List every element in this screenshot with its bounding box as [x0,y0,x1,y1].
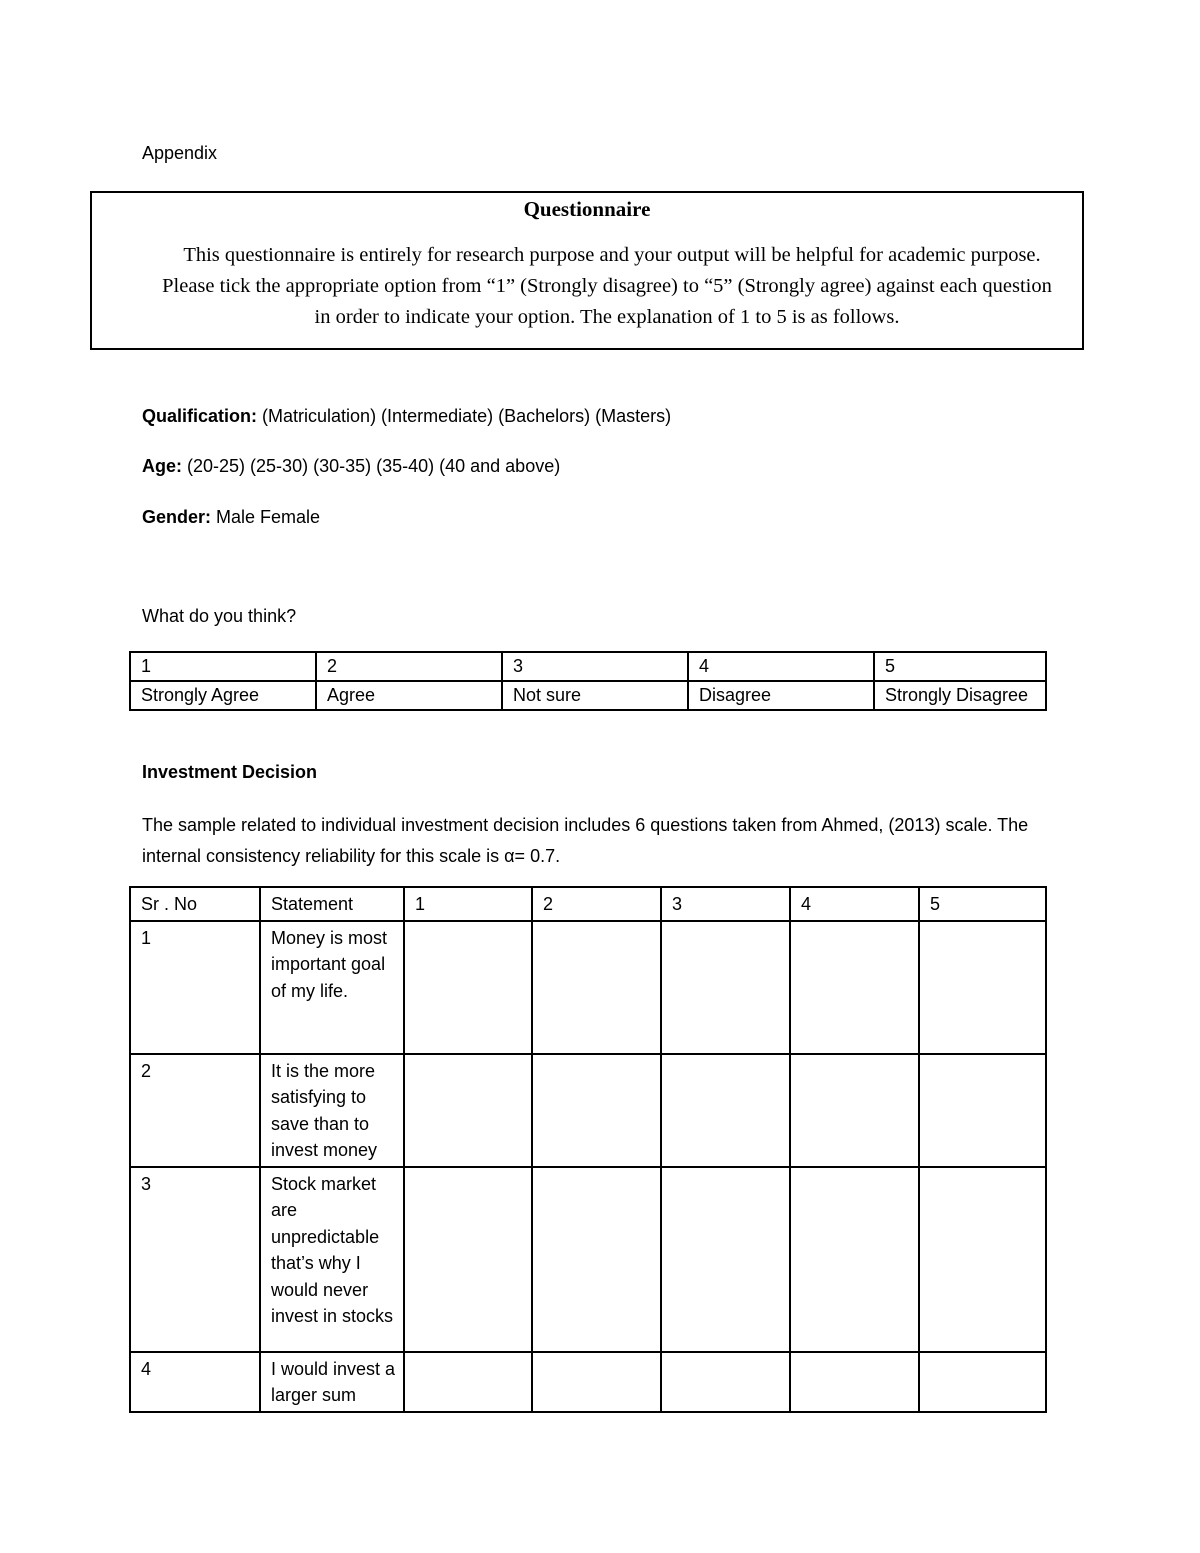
scale-number: 5 [874,652,1046,681]
scale-number: 3 [502,652,688,681]
answer-cell[interactable] [661,1054,790,1167]
gender-label: Gender: [142,507,212,527]
answer-cell[interactable] [919,921,1046,1054]
items-header-row [130,887,1046,921]
section-title: Investment Decision [142,762,318,782]
scale-number-row [130,652,1046,681]
answer-cell[interactable] [404,1352,532,1412]
answer-cell[interactable] [790,921,919,1054]
header-option-3: 3 [661,887,790,921]
answer-cell[interactable] [404,921,532,1054]
table-row [130,1054,1046,1167]
table-row [130,1352,1046,1412]
answer-cell[interactable] [919,1352,1046,1412]
scale-number: 2 [316,652,502,681]
header-option-4: 4 [790,887,919,921]
answer-cell[interactable] [532,1167,661,1352]
age-field [142,456,560,477]
scale-number: 4 [688,652,874,681]
answer-cell[interactable] [532,921,661,1054]
scale-label: Not sure [502,681,688,710]
questionnaire-box [90,191,1084,350]
scale-label: Agree [316,681,502,710]
scale-label-row [130,681,1046,710]
age-options: (20-25) (25-30) (30-35) (35-40) (40 and above) [187,456,561,476]
answer-cell[interactable] [532,1054,661,1167]
scale-label: Strongly Disagree [874,681,1046,710]
header-statement: Statement [260,887,404,921]
row-statement: Money is most important goal of my life. [260,921,404,1054]
scale-table [129,651,1047,711]
section-description: The sample related to individual investment decision includes 6 questions taken from Ahmed, (2013) scale. The internal consistency reliability for this scale is α= 0.7. [142,815,1029,866]
answer-cell[interactable] [661,921,790,1054]
row-number: 2 [130,1054,260,1167]
answer-cell[interactable] [790,1054,919,1167]
qualification-field [142,406,671,427]
age-label: Age: [142,456,182,476]
answer-cell[interactable] [790,1167,919,1352]
row-number: 4 [130,1352,260,1412]
questionnaire-title: Questionnaire [523,197,651,221]
answer-cell[interactable] [919,1167,1046,1352]
items-table [129,886,1047,1413]
qualification-label: Qualification: [142,406,258,426]
header-option-1: 1 [404,887,532,921]
scale-number: 1 [130,652,316,681]
questionnaire-intro: This questionnaire is entirely for research purpose and your output will be helpful for academic purpose. Please tick the appropriate option from “1” (Strongly disagree) to “5” (Strongly agree) against each question in order to indicate your option. The explanation of 1 to 5 is as follows. [162,244,1052,328]
header-sr-no: Sr . No [130,887,260,921]
answer-cell[interactable] [532,1352,661,1412]
answer-cell[interactable] [790,1352,919,1412]
row-number: 1 [130,921,260,1054]
header-option-5: 5 [919,887,1046,921]
table-row [130,921,1046,1054]
table-row [130,1167,1046,1352]
answer-cell[interactable] [404,1054,532,1167]
row-statement: I would invest a larger sum [260,1352,404,1412]
appendix-heading: Appendix [142,143,218,163]
row-number: 3 [130,1167,260,1352]
answer-cell[interactable] [919,1054,1046,1167]
answer-cell[interactable] [404,1167,532,1352]
header-option-2: 2 [532,887,661,921]
gender-options: Male Female [216,507,321,527]
row-statement: Stock market are unpredictable that’s why I would never invest in stocks [260,1167,404,1352]
gender-field [142,507,320,528]
qualification-options: (Matriculation) (Intermediate) (Bachelors) (Masters) [262,406,672,426]
prompt-text: What do you think? [142,606,297,626]
answer-cell[interactable] [661,1352,790,1412]
scale-label: Disagree [688,681,874,710]
answer-cell[interactable] [661,1167,790,1352]
scale-label: Strongly Agree [130,681,316,710]
row-statement: It is the more satisfying to save than to invest money [260,1054,404,1167]
